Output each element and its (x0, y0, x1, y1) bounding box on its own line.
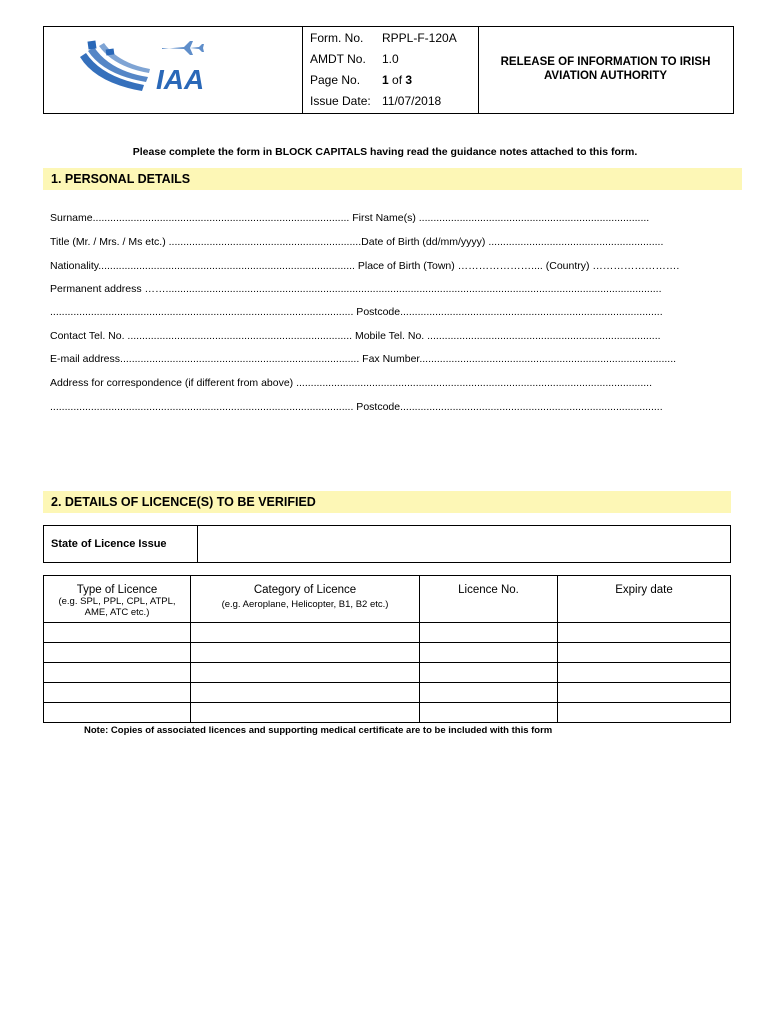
type-cell[interactable] (44, 623, 191, 643)
amdt-label: AMDT No. (310, 52, 366, 66)
licence-note: Note: Copies of associated licences and supporting medical certificate are to be included with this form (84, 725, 553, 736)
nationality-line[interactable]: Nationality........................................................................................ Place of Birth (Town) ………………….... (Country) ……………………. (50, 260, 680, 272)
issue-label: Issue Date: (310, 94, 371, 108)
licence-no-cell[interactable] (420, 623, 558, 643)
type-cell[interactable] (44, 663, 191, 683)
logo-text: IAA (156, 64, 205, 95)
form-header (43, 26, 734, 114)
col-licence-no: Licence No. (420, 576, 558, 623)
contact-tel-line[interactable]: Contact Tel. No. ............................................................................. Mobile Tel. No. ................................................................................ (50, 330, 661, 342)
category-cell[interactable] (191, 663, 420, 683)
state-of-issue-table (43, 525, 731, 563)
form-title-line-1: RELEASE OF INFORMATION TO IRISH (500, 56, 711, 68)
postcode-line-2[interactable]: ........................................................................................................ Postcode.......................................................................................... (50, 401, 663, 413)
meta-cell (302, 27, 479, 113)
licence-no-cell[interactable] (420, 683, 558, 703)
licence-no-cell[interactable] (420, 663, 558, 683)
state-of-issue-label: State of Licence Issue (44, 526, 198, 563)
page-row (310, 73, 412, 87)
category-cell[interactable] (191, 643, 420, 663)
form-title (478, 55, 733, 83)
col-type-sub: (e.g. SPL, PPL, CPL, ATPL, AME, ATC etc.) (58, 596, 176, 618)
table-row (44, 623, 731, 643)
licence-table-header (44, 576, 731, 623)
type-cell[interactable] (44, 703, 191, 723)
licence-no-cell[interactable] (420, 643, 558, 663)
title-dob-line[interactable]: Title (Mr. / Mrs. / Ms etc.) ..................................................................Date of Birth (dd/mm/yyyy) ............................................................ (50, 236, 664, 248)
category-cell[interactable] (191, 623, 420, 643)
table-row (44, 703, 731, 723)
expiry-cell[interactable] (558, 703, 731, 723)
type-cell[interactable] (44, 643, 191, 663)
issue-date: 11/07/2018 (382, 94, 442, 108)
table-row (44, 663, 731, 683)
issue-row (310, 94, 441, 108)
expiry-cell[interactable] (558, 643, 731, 663)
col-category-of-licence (191, 576, 420, 623)
state-of-issue-field[interactable] (198, 526, 731, 563)
section-2-heading: 2. DETAILS OF LICENCE(S) TO BE VERIFIED (43, 491, 731, 513)
expiry-cell[interactable] (558, 683, 731, 703)
title-cell (478, 27, 733, 113)
iaa-logo (44, 27, 302, 113)
col-type-label: Type of Licence (76, 584, 158, 596)
col-expiry-date: Expiry date (558, 576, 731, 623)
col-category-sub: (e.g. Aeroplane, Helicopter, B1, B2 etc.) (221, 599, 389, 610)
table-row (44, 643, 731, 663)
expiry-cell[interactable] (558, 663, 731, 683)
page-total: 3 (405, 73, 413, 87)
licence-no-cell[interactable] (420, 703, 558, 723)
section-1-heading: 1. PERSONAL DETAILS (43, 168, 742, 190)
col-type-of-licence (44, 576, 191, 623)
col-category-label: Category of Licence (253, 584, 357, 596)
table-row (44, 683, 731, 703)
page-current: 1 (382, 73, 389, 87)
instruction-text: Please complete the form in BLOCK CAPITALS having read the guidance notes attached to this form. (132, 146, 638, 158)
form-no-label: Form. No. (310, 31, 364, 45)
amdt-row (310, 52, 399, 66)
expiry-cell[interactable] (558, 623, 731, 643)
type-cell[interactable] (44, 683, 191, 703)
form-no-row (310, 31, 457, 45)
amdt-value: 1.0 (382, 52, 399, 66)
postcode-line-1[interactable]: ........................................................................................................ Postcode.......................................................................................... (50, 306, 663, 318)
email-fax-line[interactable]: E-mail address.................................................................................. Fax Number........................................................................................ (50, 353, 677, 365)
form-title-line-2: AVIATION AUTHORITY (543, 70, 668, 82)
category-cell[interactable] (191, 683, 420, 703)
page-label: Page No. (310, 73, 361, 87)
page-of: of (392, 73, 403, 87)
surname-line[interactable]: Surname........................................................................................ First Name(s) ............................................................................... (50, 212, 650, 224)
permanent-address-line[interactable]: Permanent address …….......................................................................................................................................................................... (50, 283, 662, 295)
form-no-value: RPPL-F-120A (382, 31, 457, 45)
logo-cell (44, 27, 303, 113)
category-cell[interactable] (191, 703, 420, 723)
licence-table (43, 575, 731, 723)
correspondence-address-line[interactable]: Address for correspondence (if different from above) .......................................................................................................................... (50, 377, 652, 389)
